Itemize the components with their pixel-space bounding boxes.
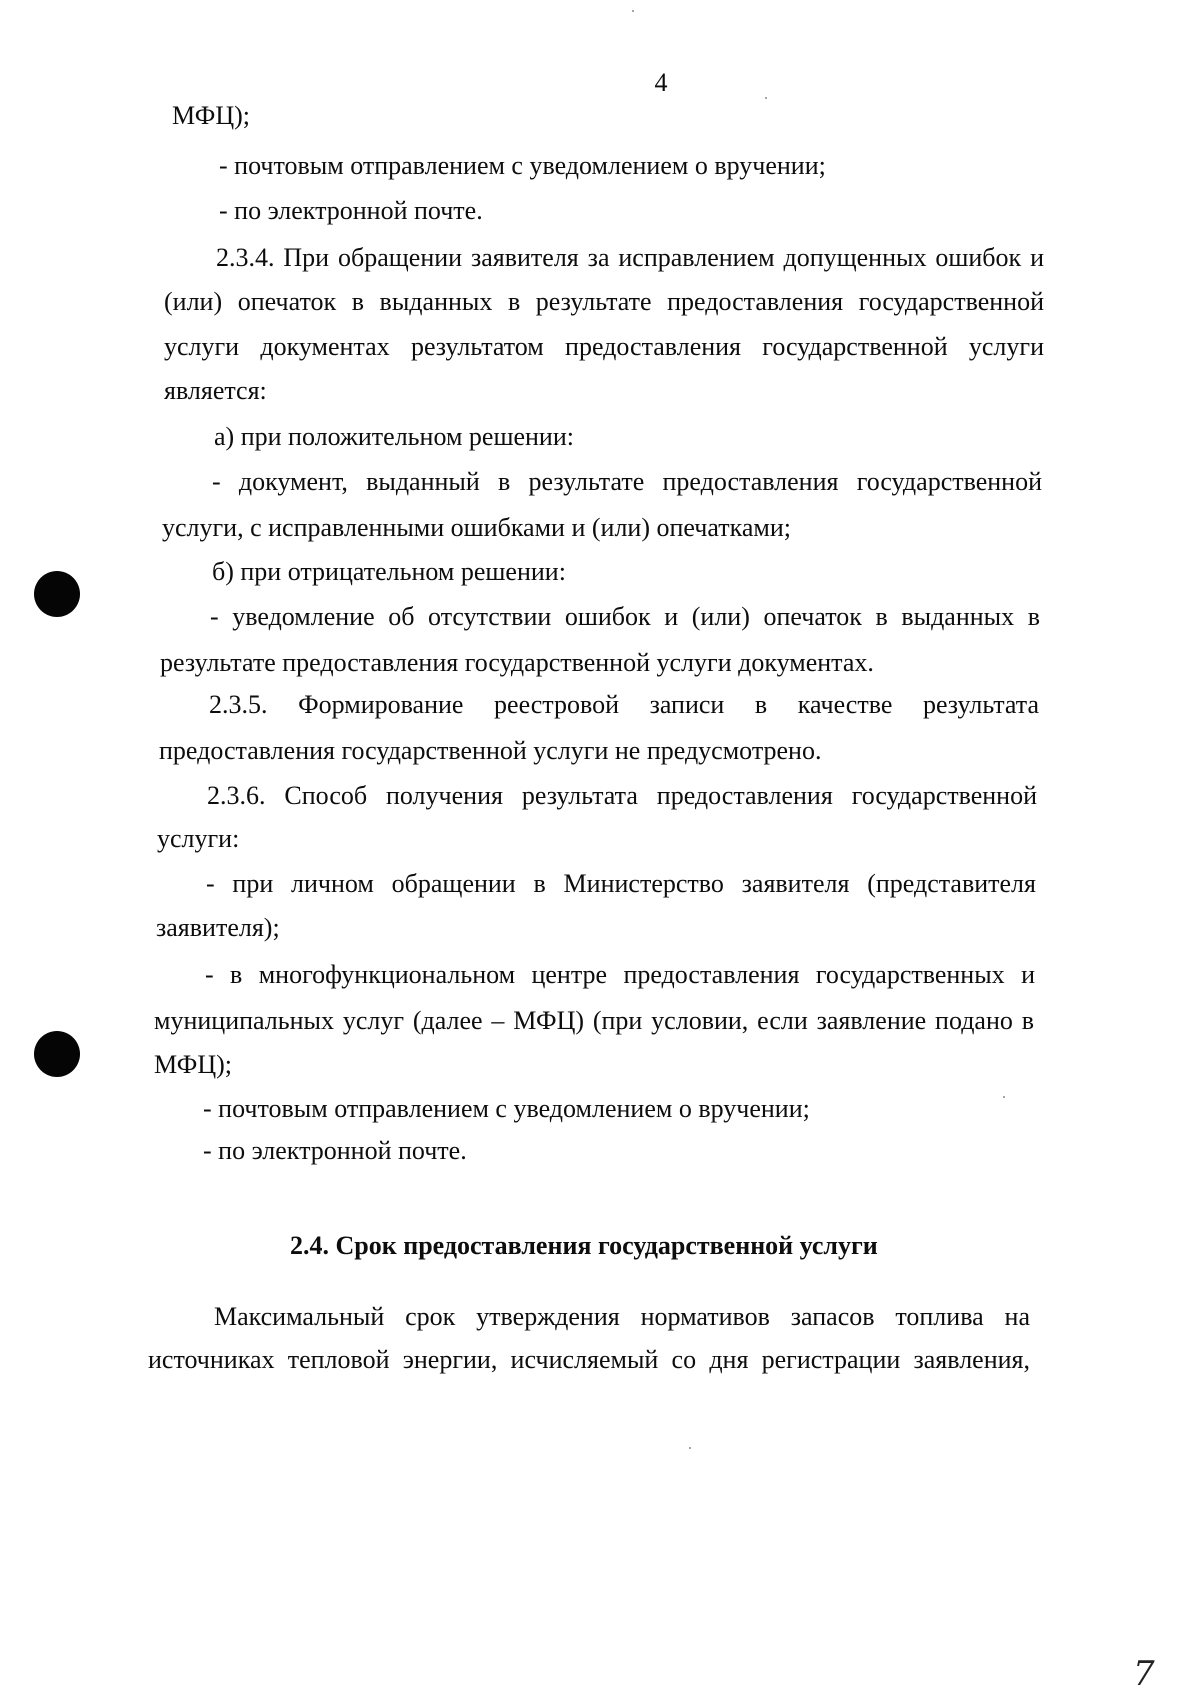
text-line: - почтовым отправлением с уведомлением о вручении; (203, 1094, 810, 1123)
scan-speck (689, 1447, 691, 1449)
text-line: 2.3.6. Способ получения результата предоставления государственной (207, 781, 1037, 810)
handwritten-sheet-number: 7 (1133, 1654, 1155, 1694)
text-line: - по электронной почте. (203, 1136, 467, 1165)
text-line: заявителя); (156, 913, 280, 942)
text-line: - по электронной почте. (219, 196, 483, 225)
text-line: - уведомление об отсутствии ошибок и (или) опечаток в выданных в (210, 602, 1040, 631)
text-line: (или) опечаток в выданных в результате предоставления государственной (164, 287, 1044, 316)
text-line: муниципальных услуг (далее – МФЦ) (при условии, если заявление подано в (154, 1006, 1034, 1035)
text-line: - документ, выданный в результате предоставления государственной (212, 467, 1042, 496)
text-line: предоставления государственной услуги не предусмотрено. (159, 736, 822, 765)
scan-speck (632, 10, 634, 12)
text-line: источниках тепловой энергии, исчисляемый со дня регистрации заявления, (148, 1345, 1030, 1374)
text-line: Максимальный срок утверждения нормативов запасов топлива на (214, 1302, 1030, 1331)
text-line: - почтовым отправлением с уведомлением о вручении; (219, 151, 826, 180)
text-line: МФЦ); (154, 1050, 232, 1079)
text-line: - в многофункциональном центре предоставления государственных и (205, 960, 1035, 989)
scan-speck (1003, 1096, 1005, 1098)
text-line: услуги, с исправленными ошибками и (или) опечатками; (162, 513, 791, 542)
text-line: является: (164, 376, 267, 405)
text-line: а) при положительном решении: (214, 422, 574, 451)
text-line: 2.3.5. Формирование реестровой записи в качестве результата (209, 690, 1039, 719)
text-line: услуги документах результатом предоставления государственной услуги (164, 332, 1044, 361)
text-line: результате предоставления государственной услуги документах. (160, 648, 874, 677)
text-line: услуги: (157, 824, 240, 853)
page-number: 4 (654, 68, 668, 97)
text-line: б) при отрицательном решении: (212, 557, 566, 586)
section-heading: 2.4. Срок предоставления государственной услуги (290, 1231, 878, 1260)
scan-speck (765, 97, 767, 99)
text-line: 2.3.4. При обращении заявителя за исправлением допущенных ошибок и (216, 243, 1044, 272)
text-line: МФЦ); (172, 101, 250, 130)
punch-hole-bottom (34, 1031, 80, 1077)
text-line: - при личном обращении в Министерство заявителя (представителя (206, 869, 1036, 898)
punch-hole-top (34, 571, 80, 617)
